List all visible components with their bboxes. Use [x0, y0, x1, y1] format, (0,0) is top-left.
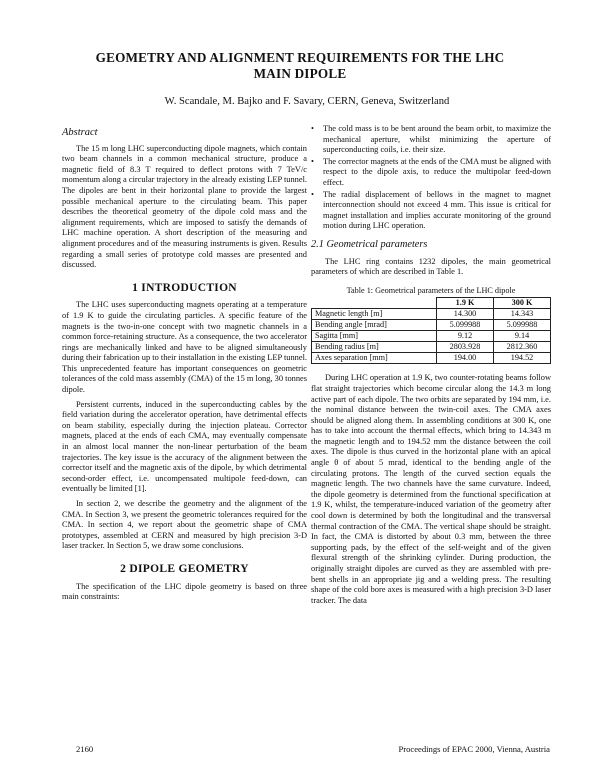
page-number: 2160	[76, 744, 94, 754]
table-header-cell: 300 K	[494, 298, 551, 309]
table-row	[312, 331, 551, 342]
table-row	[312, 353, 551, 364]
geometrical-parameters-paragraph: The LHC ring contains 1232 dipoles, the main geometrical parameters of which are described in Table 1.	[311, 256, 551, 277]
list-item	[311, 157, 551, 189]
list-item	[311, 124, 551, 156]
list-item-text: The corrector magnets at the ends of the CMA must be aligned with respect to the dipole axis, to reduce the multipolar feed-down effect.	[323, 156, 551, 187]
list-item-text: The radial displacement of bellows in the magnet to magnet interconnection should not exceed 4 mm. This issue is critical for magnet installation and implies accurate monitoring of the ground motion during LHC operation.	[323, 189, 551, 231]
abstract-heading: Abstract	[62, 127, 98, 138]
table-cell: 2812.360	[494, 342, 551, 353]
table-row	[312, 309, 551, 320]
dipole-geometry-intro: The specification of the LHC dipole geometry is based on three main constraints:	[62, 581, 307, 602]
table-cell: 14.343	[494, 309, 551, 320]
intro-paragraph-2: Persistent currents, induced in the superconducting cables by the field variation during the accelerator operation, have detrimental effects on beam stability, especially during the injection plateau. Corrector magnets, placed at the ends of each CMA, may eventually compensate in an almost local manner the non-linear perturbation of the beam trajectories. The key issue is the accuracy of the alignment between the corrector itself and the magnetic axis of the dipole, by which detrimental second-order effect, i.e. uncompensated multipole feed-down, can eventually be limited [1].	[62, 399, 307, 494]
paper-title-line-1: GEOMETRY AND ALIGNMENT REQUIREMENTS FOR THE LHC	[95, 50, 505, 65]
table-cell: Sagitta [mm]	[312, 331, 437, 342]
section-heading-dipole-geometry: 2 DIPOLE GEOMETRY	[120, 562, 249, 575]
table-cell: 5.099988	[437, 320, 494, 331]
table-cell: Magnetic length [m]	[312, 309, 437, 320]
table-cell: 9.12	[437, 331, 494, 342]
bullet-icon: •	[311, 189, 314, 199]
intro-paragraph-3: In section 2, we describe the geometry and the alignment of the CMA. In Section 3, we present the geometric tolerances required for the CMA. In section 4, we report about the geometric shape of CMA prototypes, assembled at CERN and measured by high precision 3-D laser tracker. In Section 5, we draw some conclusions.	[62, 499, 307, 551]
paper-title-line-2: MAIN DIPOLE	[253, 66, 347, 81]
abstract-text: The 15 m long LHC superconducting dipole magnets, which contain two beam channels in a common mechanical structure, produce a magnetic field of 8.3 T required to deflect protons with 7 TeV/c momentum along a circular trajectory in the already existing LEP tunnel. The dipoles are bent in their horizontal plane to provide the largest possible mechanical aperture to the circulating beam. This paper describes the theoretical geometry of the dipole cold mass and the alignment requirements, which are imposed to satisfy the demands of LHC machine operation. A short description of the measuring and alignment procedures and of the measuring instruments is given. Results regarding a small series of prototype cold masses are presented and discussed.	[62, 143, 307, 270]
operation-geometry-paragraph: During LHC operation at 1.9 K, two counter-rotating beams follow flat straight trajectories which become circular along the 14.3 m long active part of each dipole. The two orbits are separated by 194 mm, i.e. the nominal distance between the twin-coil axes. The CMA axes should be aligned along them. In assembling conditions at 300 K, one has to take into account the thermal effects, which bring to 14.343 m the magnetic length and to 194.52 mm the distance between the coil axes. The dipole is thus curved in the horizontal plane with an apical angle θ of about 5 mrad, identical to the bending angle of the circulating protons. The length of the curved section equals the magnetic length. The two channels have the same curvature. Indeed, the dipole geometry is determined from the functional specification at 1.9 K, whilst, the temperature-induced variation of the geometry after cool down is determined by both the longitudinal and the transversal thermal contraction of the CMA. The vertical shape should be straight. In fact, the CMA is distorted by about 0.3 mm, between the three supporting pads, by the effect of the self-weight and of the given flexural strength of the shrinking cylinder. During production, the originally straight dipoles are curved as they are assembled with pre-bent shells in an appropriate jig and a welding press. The resulting shape of the cold bore axes is measured with a high precision 3-D laser tracker. The data	[311, 373, 551, 605]
table-cell: 5.099988	[494, 320, 551, 331]
table-cell: Axes separation [mm]	[312, 353, 437, 364]
table-cell: 14.300	[437, 309, 494, 320]
constraints-list	[311, 124, 551, 232]
paper-title	[40, 50, 560, 82]
list-item-text: The cold mass is to be bent around the beam orbit, to maximize the mechanical aperture, whilst minimizing the aperture of superconducting coils, i.e. their size.	[323, 124, 551, 155]
list-item	[311, 190, 551, 232]
section-heading-introduction: 1 INTRODUCTION	[132, 281, 237, 294]
parameters-table	[311, 297, 551, 364]
intro-paragraph-1: The LHC uses superconducting magnets operating at a temperature of 1.9 K to guide the circulating particles. A specific feature of the magnets is the two-in-one concept with two magnetic channels in a common force-retaining structure. As a consequence, the two accelerator rings are mechanically linked and have to be aligned simultaneously during their fabrication up to their installation in the existing LEP tunnel. This unprecedented feature has important consequences on geometric tolerances of the cold mass assembly (CMA) of the 15 m long, 30 tonnes dipole.	[62, 300, 307, 395]
left-column	[62, 124, 307, 603]
bullet-icon: •	[311, 124, 314, 133]
table-cell: 194.00	[437, 353, 494, 364]
table-cell: 2803.928	[437, 342, 494, 353]
subsection-heading-geometrical-parameters: 2.1 Geometrical parameters	[311, 238, 428, 250]
table-row	[312, 342, 551, 353]
table-header-cell: 1.9 K	[437, 298, 494, 309]
table-row	[312, 320, 551, 331]
table-cell: Bending radius [m]	[312, 342, 437, 353]
author-line: W. Scandale, M. Bajko and F. Savary, CERN, Geneva, Switzerland	[164, 96, 450, 107]
table-cell: Bending angle [mrad]	[312, 320, 437, 331]
table-cell: 9.14	[494, 331, 551, 342]
table-caption: Table 1: Geometrical parameters of the LHC dipole	[346, 285, 516, 295]
table-header-cell	[312, 298, 437, 309]
table-header-row	[312, 298, 551, 309]
bullet-icon: •	[311, 156, 314, 166]
proceedings-footer: Proceedings of EPAC 2000, Vienna, Austria	[398, 744, 550, 754]
right-column	[311, 124, 551, 606]
table-cell: 194.52	[494, 353, 551, 364]
